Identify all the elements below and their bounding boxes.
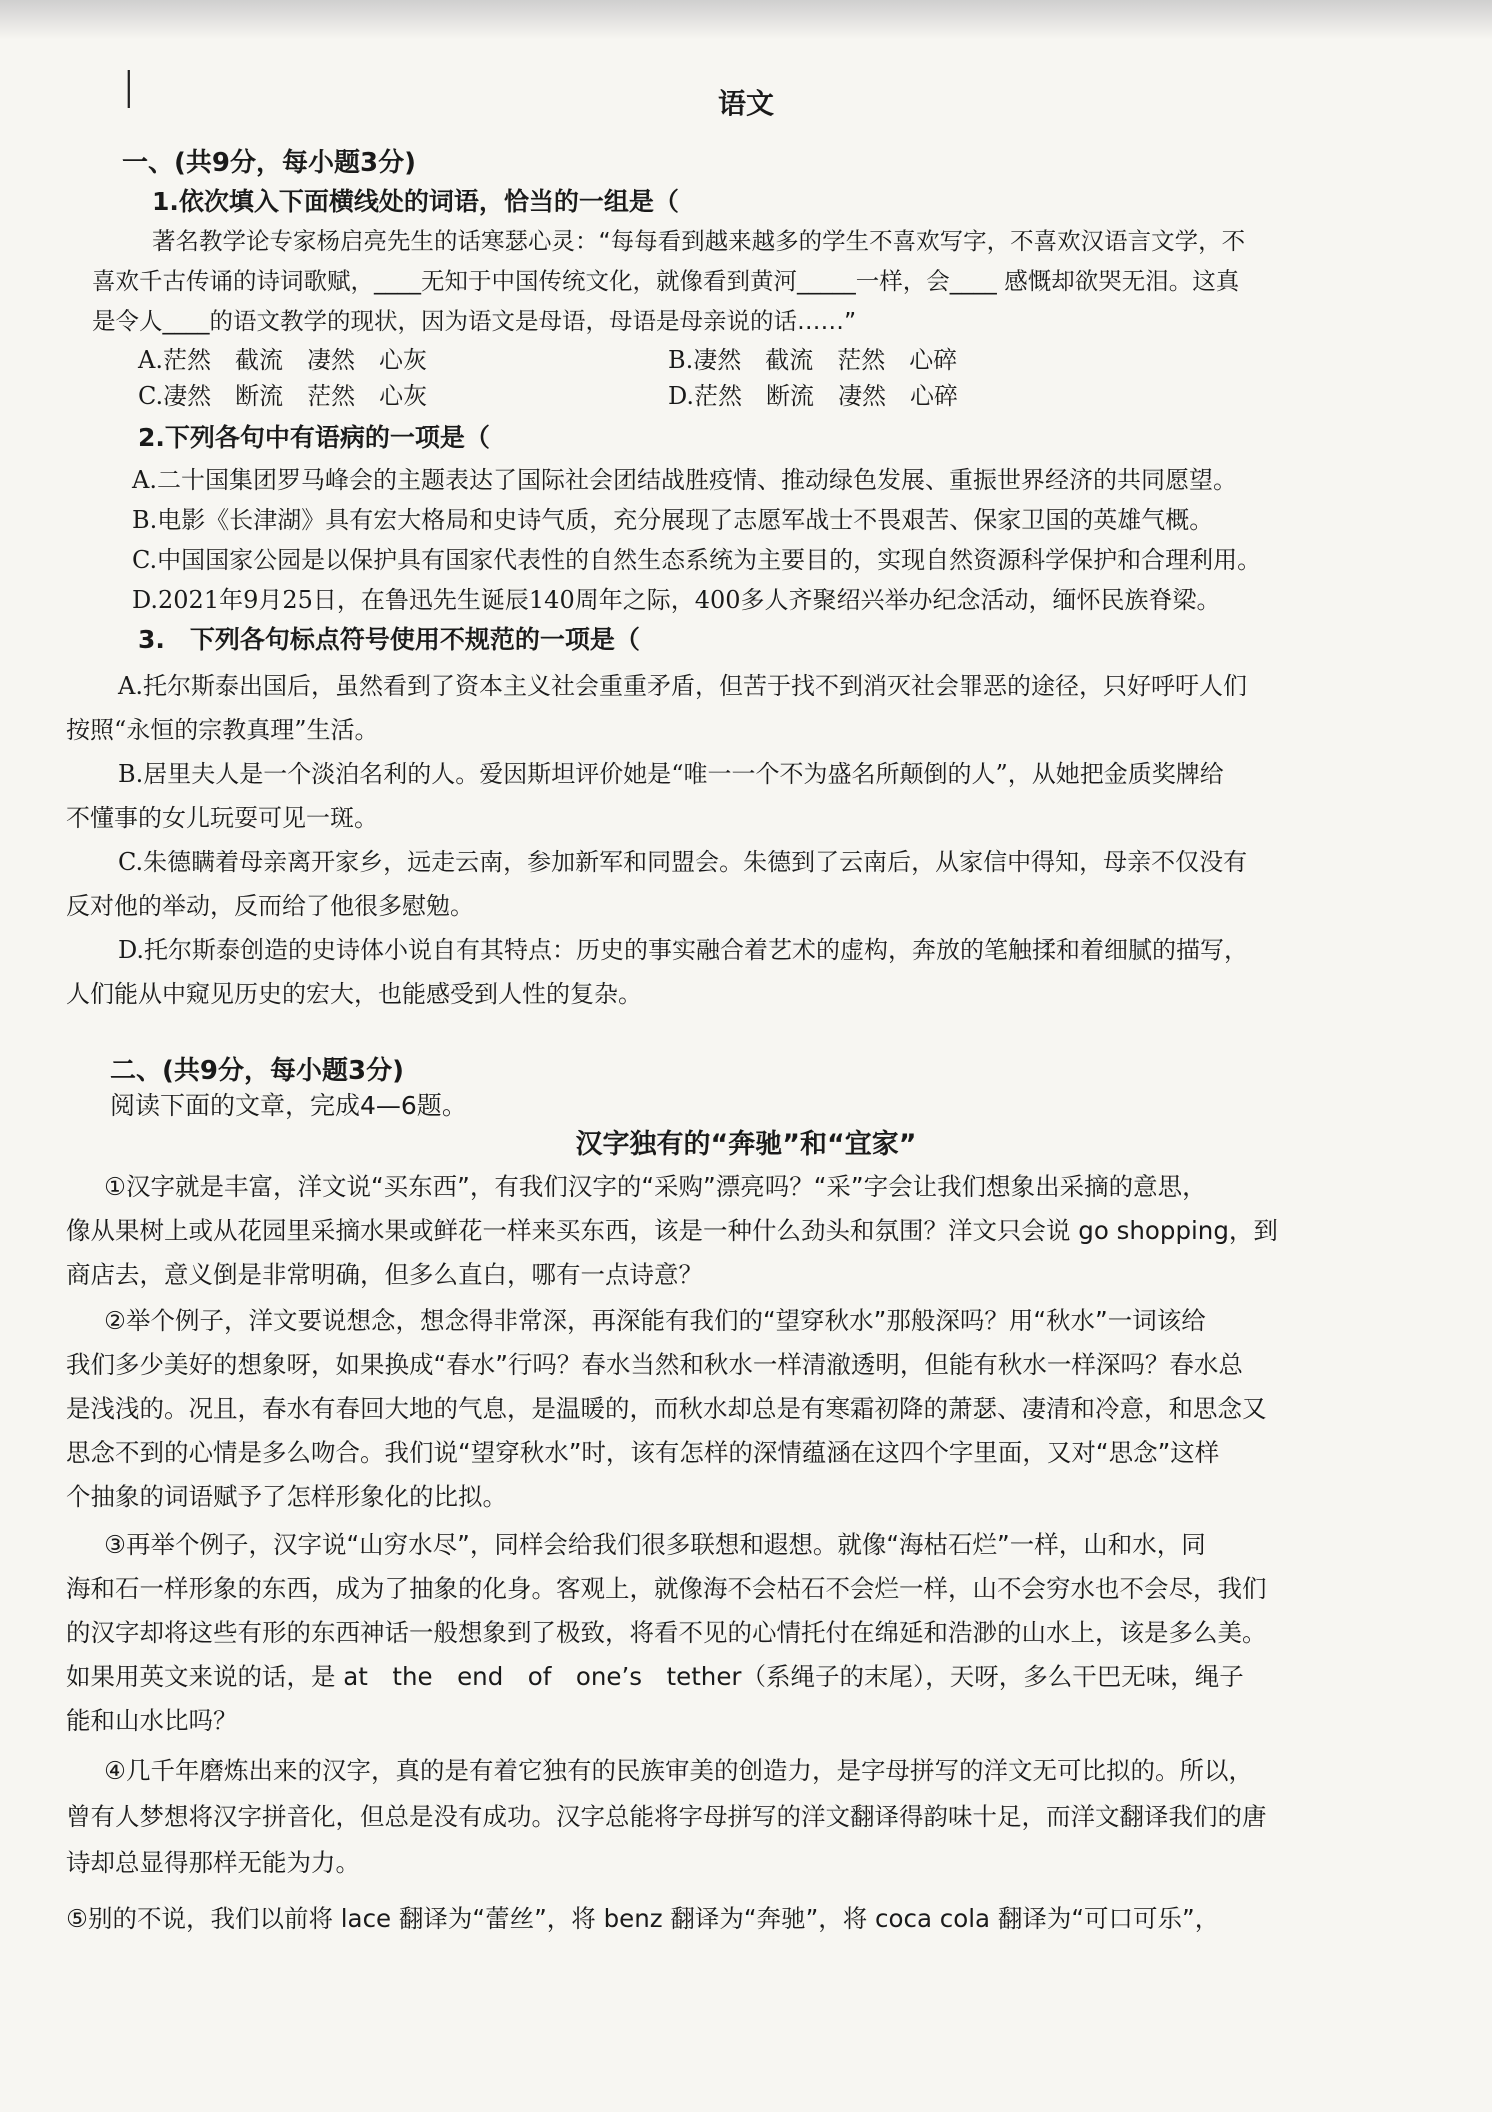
q2-option-d: D.2021年9月25日，在鲁迅先生诞辰140周年之际，400多人齐聚绍兴举办纪念活动，缅怀民族脊梁。 xyxy=(132,586,1221,614)
passage-line: 商店去，意义倒是非常明确，但多么直白，哪有一点诗意？ xyxy=(66,1260,703,1289)
q1-option-d: D.茫然 断流 凄然 心碎 xyxy=(668,382,959,410)
q3-option-c-cont: 反对他的举动，反而给了他很多慰勉。 xyxy=(66,892,474,920)
passage-line: 诗却总显得那样无能为力。 xyxy=(66,1848,360,1877)
passage-line: 能和山水比吗？ xyxy=(66,1706,238,1735)
q1-option-a: A.茫然 截流 凄然 心灰 xyxy=(138,346,427,374)
q1-passage-line: 著名教学论专家杨启亮先生的话寒瑟心灵：“每每看到越来越多的学生不喜欢写字，不喜欢汉语言文学，不 xyxy=(152,227,1246,255)
passage-line: 是浅浅的。况且，春水有春回大地的气息，是温暖的，而秋水却总是有寒霜初降的萧瑟、凄清和冷意，和思念又 xyxy=(66,1394,1267,1423)
q3-option-a: A.托尔斯泰出国后，虽然看到了资本主义社会重重矛盾，但苦于找不到消灭社会罪恶的途径，只好呼吁人们 xyxy=(118,672,1247,700)
section2-heading: 二、(共9分，每小题3分) xyxy=(110,1056,404,1086)
passage-line: 的汉字却将这些有形的东西神话一般想象到了极致，将看不见的心情托付在绵延和浩渺的山水上，该是多么美。 xyxy=(66,1618,1267,1647)
passage-line: ④几千年磨炼出来的汉字，真的是有着它独有的民族审美的创造力，是字母拼写的洋文无可比拟的。所以， xyxy=(104,1756,1253,1785)
q3-option-b-cont: 不懂事的女儿玩耍可见一斑。 xyxy=(66,804,378,832)
q2-option-a: A.二十国集团罗马峰会的主题表达了国际社会团结战胜疫情、推动绿色发展、重振世界经济的共同愿望。 xyxy=(132,466,1237,494)
q2-option-c: C.中国国家公园是以保护具有国家代表性的自然生态系统为主要目的，实现自然资源科学保护和合理利用。 xyxy=(132,546,1262,574)
q2-stem: 2.下列各句中有语病的一项是（ xyxy=(138,423,490,452)
q1-stem: 1.依次填入下面横线处的词语，恰当的一组是（ xyxy=(152,187,679,216)
section1-heading: 一、(共9分，每小题3分) xyxy=(122,148,416,178)
passage-line: 曾有人梦想将汉字拼音化，但总是没有成功。汉字总能将字母拼写的洋文翻译得韵味十足，而洋文翻译我们的唐 xyxy=(66,1802,1267,1831)
passage-line: 像从果树上或从花园里采摘水果或鲜花一样来买东西，该是一种什么劲头和氛围？洋文只会说 go shopping，到 xyxy=(66,1216,1278,1245)
page-title: 语文 xyxy=(717,87,774,120)
passage-line: ②举个例子，洋文要说想念，想念得非常深，再深能有我们的“望穿秋水”那般深吗？用“秋水”一词该给 xyxy=(104,1306,1206,1335)
q1-passage-line: 喜欢千古传诵的诗词歌赋，____无知于中国传统文化，就像看到黄河_____一样，会____ 感慨却欲哭无泪。这真 xyxy=(92,267,1240,295)
q3-option-c: C.朱德瞒着母亲离开家乡，远走云南，参加新军和同盟会。朱德到了云南后，从家信中得知，母亲不仅没有 xyxy=(118,848,1248,876)
passage-line: 个抽象的词语赋予了怎样形象化的比拟。 xyxy=(66,1482,507,1511)
scan-top-edge xyxy=(0,0,1492,40)
q3-option-d: D.托尔斯泰创造的史诗体小说自有其特点：历史的事实融合着艺术的虚构，奔放的笔触揉和着细腻的描写， xyxy=(118,936,1249,964)
q3-stem: 3. 下列各句标点符号使用不规范的一项是（ xyxy=(138,625,640,654)
q1-option-b: B.凄然 截流 茫然 心碎 xyxy=(668,346,958,374)
q3-option-d-cont: 人们能从中窥见历史的宏大，也能感受到人性的复杂。 xyxy=(66,980,642,1008)
passage-line: 我们多少美好的想象呀，如果换成“春水”行吗？春水当然和秋水一样清澈透明，但能有秋水一样深吗？春水总 xyxy=(66,1350,1243,1379)
passage-title: 汉字独有的“奔驰”和“宜家” xyxy=(575,1129,917,1160)
q1-option-c: C.凄然 断流 茫然 心灰 xyxy=(138,382,428,410)
passage-line: ③再举个例子，汉字说“山穷水尽”，同样会给我们很多联想和遐想。就像“海枯石烂”一样，山和水，同 xyxy=(104,1530,1206,1559)
q3-option-b: B.居里夫人是一个淡泊名利的人。爱因斯坦评价她是“唯一一个不为盛名所颠倒的人”，从她把金质奖牌给 xyxy=(118,760,1224,788)
q1-passage-line: 是令人____的语文教学的现状，因为语文是母语，母语是母亲说的话……” xyxy=(92,307,857,335)
passage-line: 思念不到的心情是多么吻合。我们说“望穿秋水”时，该有怎样的深情蕴涵在这四个字里面，又对“思念”这样 xyxy=(66,1438,1220,1467)
section2-instruction: 阅读下面的文章，完成4—6题。 xyxy=(110,1091,467,1120)
passage-line: 海和石一样形象的东西，成为了抽象的化身。客观上，就像海不会枯石不会烂一样，山不会穷水也不会尽，我们 xyxy=(66,1574,1267,1603)
passage-line: ①汉字就是丰富，洋文说“买东西”，有我们汉字的“采购”漂亮吗？“采”字会让我们想象出采摘的意思， xyxy=(104,1172,1207,1201)
q3-option-a-cont: 按照“永恒的宗教真理”生活。 xyxy=(66,716,379,744)
passage-line: ⑤别的不说，我们以前将 lace 翻译为“蕾丝”，将 benz 翻译为“奔驰”，将 coca cola 翻译为“可口可乐”， xyxy=(66,1904,1220,1933)
q2-option-b: B.电影《长津湖》具有宏大格局和史诗气质，充分展现了志愿军战士不畏艰苦、保家卫国的英雄气概。 xyxy=(132,506,1214,534)
passage-line: 如果用英文来说的话，是 at the end of one’s tether（系绳子的末尾），天呀，多么干巴无味，绳子 xyxy=(66,1662,1244,1691)
margin-mark: l xyxy=(122,62,136,120)
